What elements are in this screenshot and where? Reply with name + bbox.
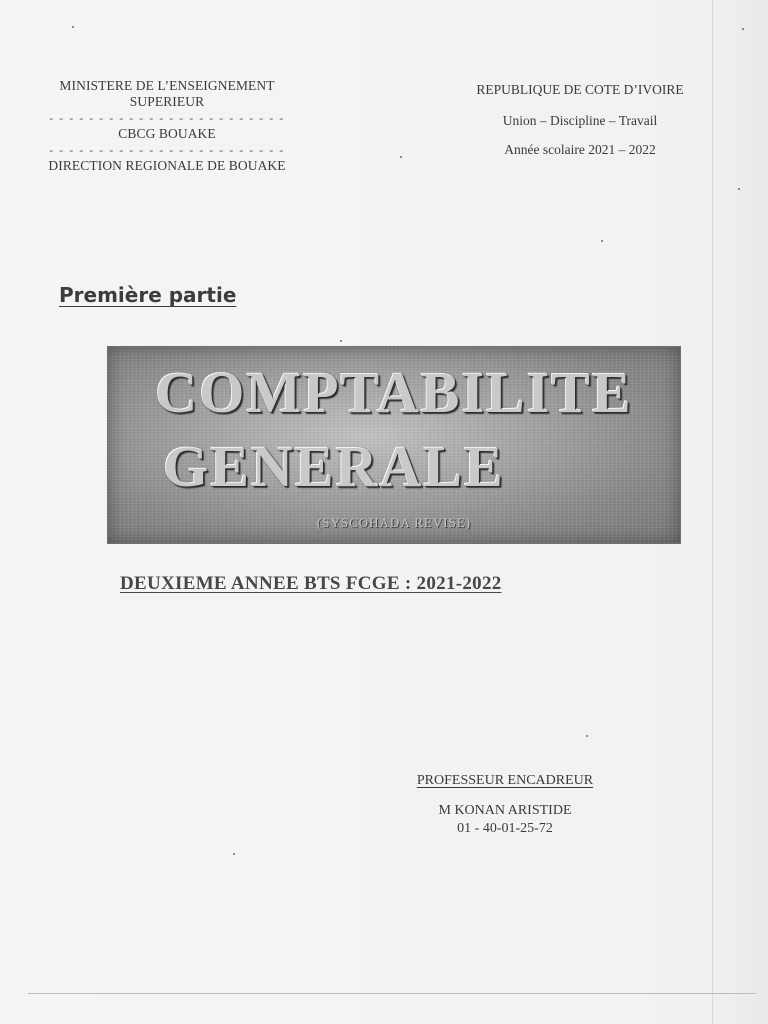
ministry-header — [40, 78, 294, 174]
teacher-phone: 01 - 40-01-25-72 — [457, 821, 553, 836]
scan-speck — [738, 188, 740, 190]
scan-speck — [586, 735, 588, 737]
header-separator: - - - - - - - - - - - - - - - - - - - - - - - - — [49, 143, 285, 157]
republic-header — [440, 82, 720, 158]
teacher-block — [402, 772, 608, 838]
national-motto: Union – Discipline – Travail — [502, 113, 658, 128]
ministry-line-1: MINISTERE DE L’ENSEIGNEMENT — [59, 78, 275, 93]
scan-speck — [742, 28, 744, 30]
scan-speck — [601, 240, 603, 242]
scan-speck — [340, 340, 342, 342]
regional-direction: DIRECTION REGIONALE DE BOUAKE — [48, 158, 286, 173]
header-separator: - - - - - - - - - - - - - - - - - - - - - - - - — [49, 111, 285, 125]
teacher-role: PROFESSEUR ENCADREUR — [416, 773, 594, 788]
school-year: Année scolaire 2021 – 2022 — [504, 142, 656, 157]
title-banner — [107, 346, 681, 544]
school-name: CBCG BOUAKE — [118, 126, 216, 141]
scan-speck — [233, 853, 235, 855]
course-level: DEUXIEME ANNEE BTS FCGE : 2021-2022 — [120, 573, 502, 594]
banner-title-line-1: COMPTABILITE — [155, 360, 633, 425]
scan-speck — [400, 156, 402, 158]
ministry-line-2: SUPERIEUR — [129, 94, 205, 109]
teacher-name: M KONAN ARISTIDE — [438, 803, 572, 818]
scan-speck — [72, 26, 74, 28]
banner-subtitle: (SYSCOHADA REVISE) — [316, 515, 472, 530]
scan-bottom-line — [28, 993, 756, 994]
part-title: Première partie — [59, 283, 237, 307]
country-name: REPUBLIQUE DE COTE D’IVOIRE — [476, 82, 684, 97]
banner-title-line-2: GENERALE — [163, 434, 505, 499]
